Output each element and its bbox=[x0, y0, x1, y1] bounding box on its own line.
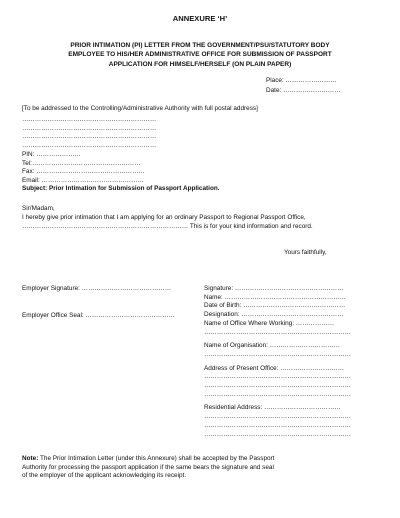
note-line: of the employer of the applicant acknowledging its receipt. bbox=[22, 472, 187, 480]
residential-address-field: Residential Address: ……………………………… bbox=[204, 404, 341, 412]
note-text: The Prior Intimation Letter (under this Annexure) shall be accepted by the Passport bbox=[38, 455, 275, 462]
heading-line: PRIOR INTIMATION (PI) LETTER FROM THE GOVERNMENT/PSU/STATUTORY BODY bbox=[70, 42, 330, 49]
present-office-address-cont: …………………………………………………………… bbox=[204, 382, 351, 390]
address-line: ……………………………………………………… bbox=[22, 142, 157, 150]
closing: Yours faithfully, bbox=[284, 249, 327, 256]
present-office-address-cont: …………………………………………………………… bbox=[204, 390, 351, 398]
employer-seal: Employer Office Seal: …………………………………… bbox=[22, 312, 175, 319]
address-line: ……………………………………………………… bbox=[22, 116, 157, 123]
name-field: Name: ………………………………………………… bbox=[204, 293, 347, 301]
note-line: Authority for processing the passport application if the same bears the signature and seal bbox=[22, 463, 274, 471]
office-field: Name of Office Where Working: ……………… bbox=[204, 319, 335, 327]
address-instruction: [To be addressed to the Controlling/Administrative Authority with full postal address] bbox=[22, 105, 258, 112]
organisation-field-cont: …………………………………………………………… bbox=[204, 350, 351, 358]
present-office-address-cont: …………………………………………………………… bbox=[204, 373, 351, 381]
applicant-details bbox=[204, 285, 351, 439]
organisation-field: Name of Organisation: …………………………… bbox=[204, 342, 341, 350]
address-block bbox=[22, 116, 156, 186]
residential-address-cont: …………………………………………………………… bbox=[204, 430, 351, 438]
residential-address-cont: …………………………………………………………… bbox=[204, 421, 351, 429]
employer-signature: Employer Signature: …………………………………… bbox=[22, 285, 172, 292]
letter-heading bbox=[0, 41, 400, 69]
note-block bbox=[22, 455, 274, 481]
subject-line: Subject: Prior Intimation for Submission of Passport Application. bbox=[22, 185, 220, 192]
annexure-title: ANNEXURE ‘H’ bbox=[172, 14, 228, 23]
residential-address-cont: …………………………………………………………… bbox=[204, 413, 351, 421]
email-field: Email: ………………………………………… bbox=[22, 176, 144, 184]
body-line: …………………………………………………………………… This is for your kind information and record. bbox=[22, 222, 313, 230]
address-line: ……………………………………………………… bbox=[22, 133, 157, 141]
place-field: Place: …………………… bbox=[266, 77, 337, 84]
body-text bbox=[22, 214, 313, 231]
tel-field: Tel:…………………………………………… bbox=[22, 159, 141, 167]
present-office-address-field: Address of Present Office: ………………………… bbox=[204, 364, 345, 372]
dob-field: Date of Birth: ………………………………………… bbox=[204, 302, 346, 310]
fax-field: Fax: …………………………………………… bbox=[22, 168, 145, 176]
note-label: Note: bbox=[22, 455, 39, 462]
note-line bbox=[22, 455, 274, 464]
designation-field: Designation: ………………………………………… bbox=[204, 311, 344, 319]
salutation: Sir/Madam, bbox=[22, 205, 55, 212]
date-field: Date: ……………………… bbox=[266, 87, 341, 94]
heading-line: EMPLOYEE TO HIS/HER ADMINISTRATIVE OFFICE FOR SUBMISSION OF PASSPORT bbox=[68, 51, 332, 59]
heading-line: APPLICATION FOR HIMSELF/HERSELF (ON PLAIN PAPER) bbox=[108, 60, 292, 68]
address-line: ……………………………………………………… bbox=[22, 124, 157, 132]
office-field-cont: …………………………………………………………… bbox=[204, 328, 351, 336]
body-line: I hereby give prior intimation that I am applying for an ordinary Passport to Regional Passport Office, bbox=[22, 214, 306, 221]
signature-field: Signature: …………………………………………… bbox=[204, 285, 344, 292]
pin-field: PIN: ………………… bbox=[22, 150, 81, 158]
